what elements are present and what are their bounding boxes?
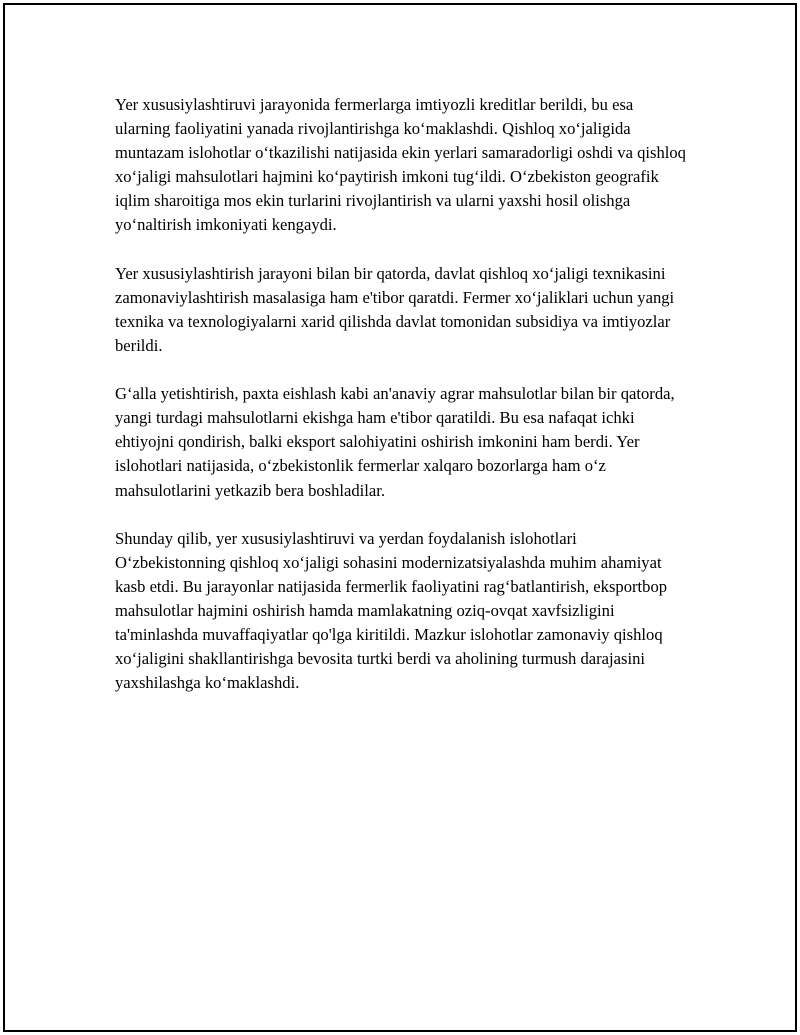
document-body bbox=[115, 93, 690, 719]
paragraph-3: G‘alla yetishtirish, paxta eishlash kabi an'anaviy agrar mahsulotlar bilan bir qatorda, yangi turdagi mahsulotlarni ekishga ham e'tibor qaratildi. Bu esa nafaqat ichki ehtiyojni qondirish, balki eksport salohiyatini oshirish imkonini ham berdi. Yer islohotlari natijasida, o‘zbekistonlik fermerlar xalqaro bozorlarga ham o‘z mahsulotlarini yetkazib bera boshladilar. bbox=[115, 384, 675, 500]
paragraph-1: Yer xususiylashtiruvi jarayonida fermerlarga imtiyozli kreditlar berildi, bu esa ularning faoliyatini yanada rivojlantirishga ko‘maklashdi. Qishloq xo‘jaligida muntazam islohotlar o‘tkazilishi natijasida ekin yerlari samaradorligi oshdi va qishloq xo‘jaligi mahsulotlari hajmini ko‘paytirish imkoni tug‘ildi. O‘zbekiston geografik iqlim sharoitiga mos ekin turlarini rivojlantirish va ularni yaxshi hosil olishga yo‘naltirish imkoniyati kengaydi. bbox=[115, 95, 686, 235]
paragraph-4: Shunday qilib, yer xususiylashtiruvi va yerdan foydalanish islohotlari O‘zbekistonning qishloq xo‘jaligi sohasini modernizatsiyalashda muhim ahamiyat kasb etdi. Bu jarayonlar natijasida fermerlik faoliyatini rag‘batlantirish, eksportbop mahsulotlar hajmini oshirish hamda mamlakatning oziq-ovqat xavfsizligini ta'minlashda muvaffaqiyatlar qo'lga kiritildi. Mazkur islohotlar zamonaviy qishloq xo‘jaligini shakllantirishga bevosita turtki berdi va aholining turmush darajasini yaxshilashga ko‘maklashdi. bbox=[115, 528, 668, 693]
paragraph-2: Yer xususiylashtirish jarayoni bilan bir qatorda, davlat qishloq xo‘jaligi texnikasini zamonaviylashtirish masalasiga ham e'tibor qaratdi. Fermer xo‘jaliklari uchun yangi texnika va texnologiyalarni xarid qilishda davlat tomonidan subsidiya va imtiyozlar berildi. bbox=[115, 263, 675, 355]
